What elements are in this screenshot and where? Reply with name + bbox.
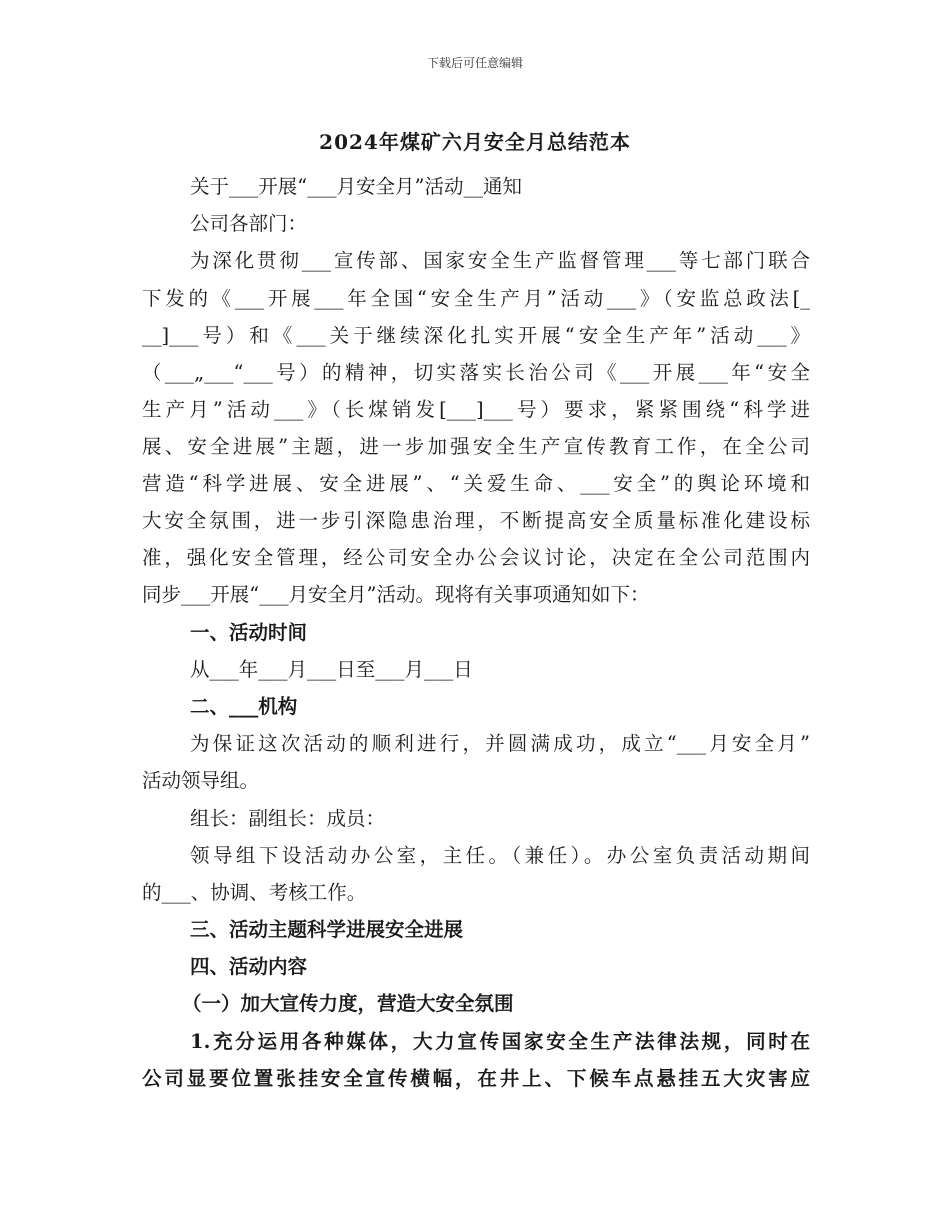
paragraph-line: 准，强化安全管理，经公司安全办公会议讨论，决定在全公司范围内 <box>142 546 810 569</box>
section-heading-3: 三、活动主题科学进展安全进展 <box>190 918 464 941</box>
paragraph-line: 为保证这次活动的顺利进行，并圆满成功，成立“___月安全月” <box>190 732 810 755</box>
paragraph-line: 为深化贯彻___宣传部、国家安全生产监督管理___等七部门联合 <box>190 249 810 272</box>
paragraph-line: 活动领导组。 <box>142 769 260 792</box>
activity-dates: 从___年___月___日至___月___日 <box>190 658 473 681</box>
paragraph-line: 领导组下设活动办公室，主任。（兼任）。办公室负责活动期间 <box>190 844 810 867</box>
section-heading-1: 一、活动时间 <box>190 621 308 644</box>
paragraph-line: 的___、协调、考核工作。 <box>142 881 367 904</box>
document-title: 2024年煤矿六月安全月总结范本 <box>319 130 631 154</box>
paragraph-line: 公司显要位置张挂安全宣传横幅，在井上、下候车点悬挂五大灾害应 <box>142 1067 810 1090</box>
salutation: 公司各部门： <box>190 212 308 235</box>
section-heading-4: 四、活动内容 <box>190 955 308 978</box>
paragraph-line: 展、安全进展”主题，进一步加强安全生产宣传教育工作，在全公司 <box>142 435 810 458</box>
subsection-heading: （一）加大宣传力度，营造大安全氛围 <box>182 992 514 1015</box>
paragraph-line: 同步___开展“___月安全月”活动。现将有关事项通知如下： <box>142 583 650 606</box>
paragraph-line: 下发的《___开展___年全国“安全生产月”活动___》（安监总政法[_ <box>142 287 810 310</box>
paragraph-line: 营造“科学进展、安全进展”、“关爱生命、___安全”的舆论环境和 <box>142 472 810 495</box>
paragraph-line: 生产月”活动___》（长煤销发[___]___号）要求，紧紧围绕“科学进 <box>142 398 810 421</box>
header-note: 下载后可任意编辑 <box>426 56 523 70</box>
paragraph-line: 大安全氛围，进一步引深隐患治理，不断提高安全质量标准化建设标 <box>142 509 810 532</box>
notice-subject: 关于___开展“___月安全月”活动__通知 <box>190 175 522 198</box>
leader-roles: 组长：副组长：成员： <box>190 807 386 830</box>
paragraph-line: __]___号）和《___关于继续深化扎实开展“安全生产年”活动___》 <box>142 324 810 347</box>
paragraph-line: （___„___“___号）的精神，切实落实长治公司《___开展___年“安全 <box>142 361 810 384</box>
paragraph-line: 1.充分运用各种媒体，大力宣传国家安全生产法律法规，同时在 <box>190 1030 810 1053</box>
section-heading-2: 二、___机构 <box>190 695 298 718</box>
